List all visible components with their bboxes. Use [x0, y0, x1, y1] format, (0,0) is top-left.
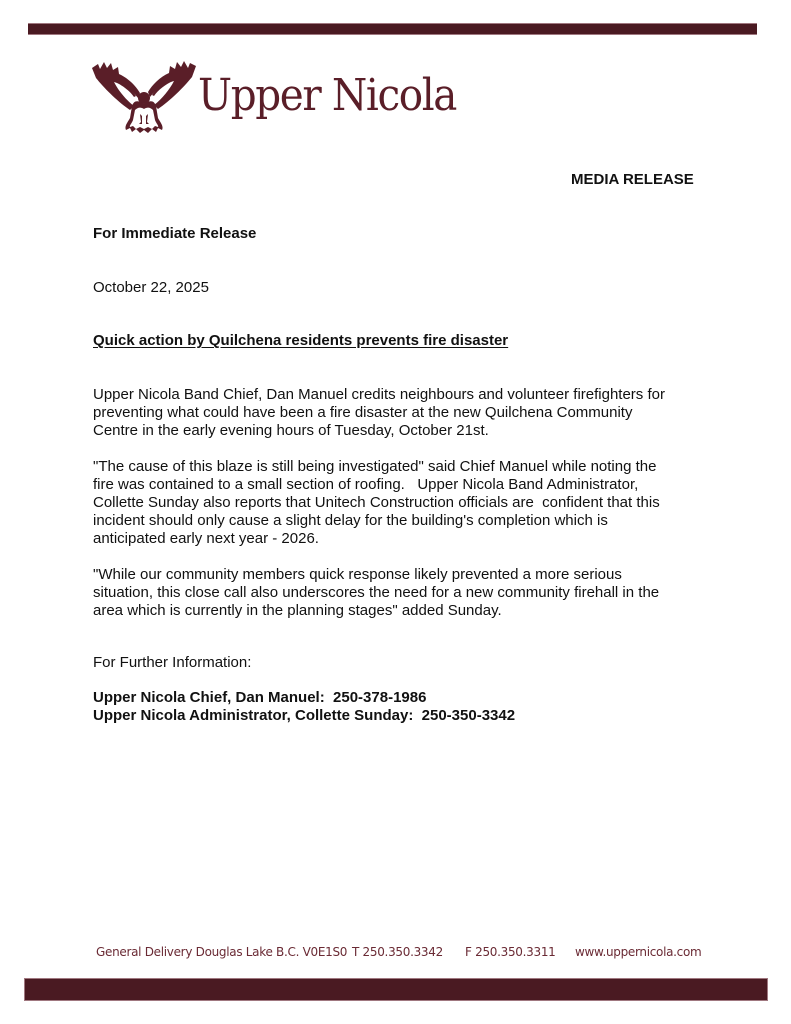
paragraph-line: fire was contained to a small section of roofing. Upper Nicola Band Administrator,: [93, 476, 639, 493]
paragraph-line: Collette Sunday also reports that Unitech Construction officials are confident that this: [93, 494, 660, 511]
footer-telephone: T 250.350.3342: [352, 945, 443, 959]
footer-bar: [24, 978, 768, 1001]
paragraph-line: area which is currently in the planning stages" added Sunday.: [93, 602, 502, 619]
header-bar: [28, 23, 757, 35]
paragraph: [93, 566, 703, 620]
paragraph-line: preventing what could have been a fire disaster at the new Quilchena Community: [93, 404, 633, 421]
contact-chief: Upper Nicola Chief, Dan Manuel: 250-378-1986: [93, 689, 427, 706]
footer-website[interactable]: www.uppernicola.com: [575, 945, 702, 959]
contact-list: [93, 689, 515, 725]
eagle-icon: [88, 58, 200, 138]
footer-fax: F 250.350.3311: [465, 945, 556, 959]
paragraph: [93, 458, 703, 548]
logo: [88, 58, 457, 140]
paragraph-line: anticipated early next year - 2026.: [93, 530, 319, 547]
headline: Quick action by Quilchena residents prevents fire disaster: [93, 332, 509, 349]
paragraph-line: Upper Nicola Band Chief, Dan Manuel credits neighbours and volunteer firefighters for: [93, 386, 665, 403]
logo-text: Upper Nicola: [198, 70, 457, 121]
paragraph: [93, 386, 703, 440]
contact-administrator: Upper Nicola Administrator, Collette Sunday: 250-350-3342: [93, 707, 516, 724]
paragraph-line: "While our community members quick response likely prevented a more serious: [93, 566, 622, 583]
further-info-label: For Further Information:: [93, 654, 252, 671]
paragraph-line: Centre in the early evening hours of Tuesday, October 21st.: [93, 422, 489, 439]
paragraph-line: "The cause of this blaze is still being investigated" said Chief Manuel while noting the: [93, 458, 657, 475]
footer-address: General Delivery Douglas Lake B.C. V0E1S0: [96, 945, 348, 959]
document-type-label: MEDIA RELEASE: [571, 171, 694, 188]
release-date: October 22, 2025: [93, 279, 209, 296]
release-label: For Immediate Release: [93, 225, 257, 242]
paragraph-line: incident should only cause a slight delay for the building's completion which is: [93, 512, 608, 529]
paragraph-line: situation, this close call also underscores the need for a new community firehall in the: [93, 584, 660, 601]
